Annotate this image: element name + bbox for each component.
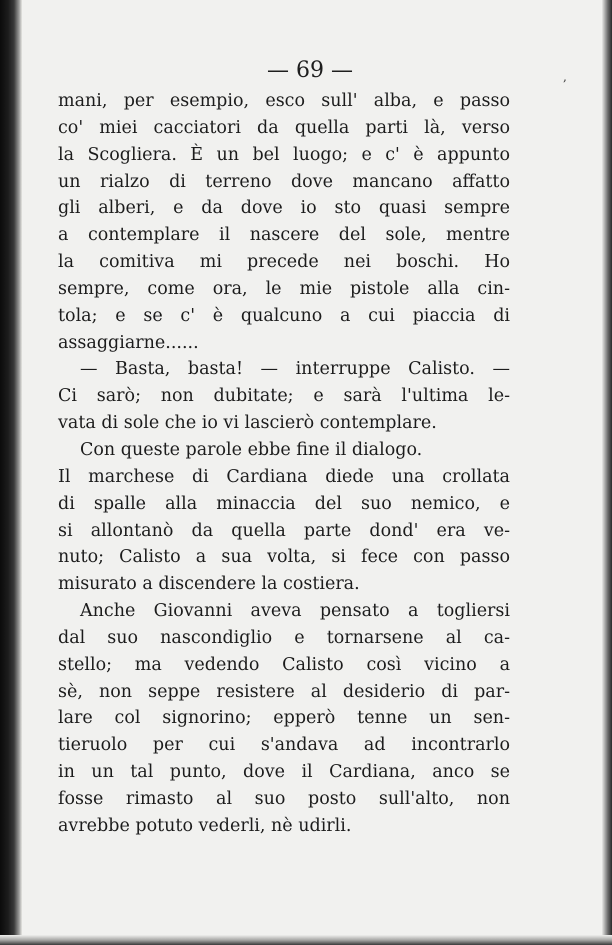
text-line: sempre, come ora, le mie pistole alla cin- <box>58 278 510 299</box>
text-line: un rialzo di terreno dove mancano affatto <box>58 171 510 192</box>
text-line: nuto; Calisto a sua volta, si fece con passo <box>58 547 510 568</box>
text-line: gli alberi, e da dove io sto quasi sempre <box>58 198 510 219</box>
text-line: Il marchese di Cardiana diede una crollata <box>58 466 510 487</box>
text-line: Ci sarò; non dubitate; e sarà l'ultima le- <box>58 386 510 407</box>
ink-speck: , <box>563 70 567 84</box>
text-line: co' miei cacciatori da quella parti là, verso <box>58 117 510 138</box>
text-line: la Scogliera. È un bel luogo; e c' è appunto <box>58 144 510 165</box>
text-line: — Basta, basta! — interruppe Calisto. — <box>80 359 510 380</box>
text-line: Anche Giovanni aveva pensato a togliersi <box>80 601 510 622</box>
text-line: Con queste parole ebbe fine il dialogo. <box>80 439 423 460</box>
text-line: assaggiarne...... <box>58 332 199 353</box>
text-line: vata di sole che io vi lascierò contemplare. <box>58 413 437 434</box>
text-line: tola; e se c' è qualcuno a cui piaccia di <box>58 305 510 326</box>
page-number: — 69 — <box>267 58 353 83</box>
text-line: misurato a discendere la costiera. <box>58 574 360 595</box>
text-line: tieruolo per cui s'andava ad incontrarlo <box>58 735 510 756</box>
text-line: mani, per esempio, esco sull' alba, e passo <box>58 91 510 111</box>
text-line: la comitiva mi precede nei boschi. Ho <box>58 252 510 273</box>
text-line: in un tal punto, dove il Cardiana, anco se <box>58 762 510 783</box>
text-line: stello; ma vedendo Calisto così vicino a <box>58 654 510 675</box>
page-bottom-edge <box>0 935 612 945</box>
text-line: sè, non seppe resistere al desiderio di par- <box>58 681 510 702</box>
text-line: lare col signorino; epperò tenne un sen- <box>58 708 510 729</box>
text-line: fosse rimasto al suo posto sull'alto, non <box>58 788 510 809</box>
text-line: avrebbe potuto vederli, nè udirli. <box>58 815 352 836</box>
page-binding-shadow <box>0 0 22 945</box>
text-line: dal suo nascondiglio e tornarsene al ca- <box>58 627 510 648</box>
text-line: a contemplare il nascere del sole, mentre <box>58 225 510 246</box>
text-line: di spalle alla minaccia del suo nemico, e <box>58 493 510 514</box>
page-right-edge <box>602 0 612 945</box>
text-line: si allontanò da quella parte dond' era ve- <box>58 520 510 541</box>
page-body <box>58 88 510 840</box>
